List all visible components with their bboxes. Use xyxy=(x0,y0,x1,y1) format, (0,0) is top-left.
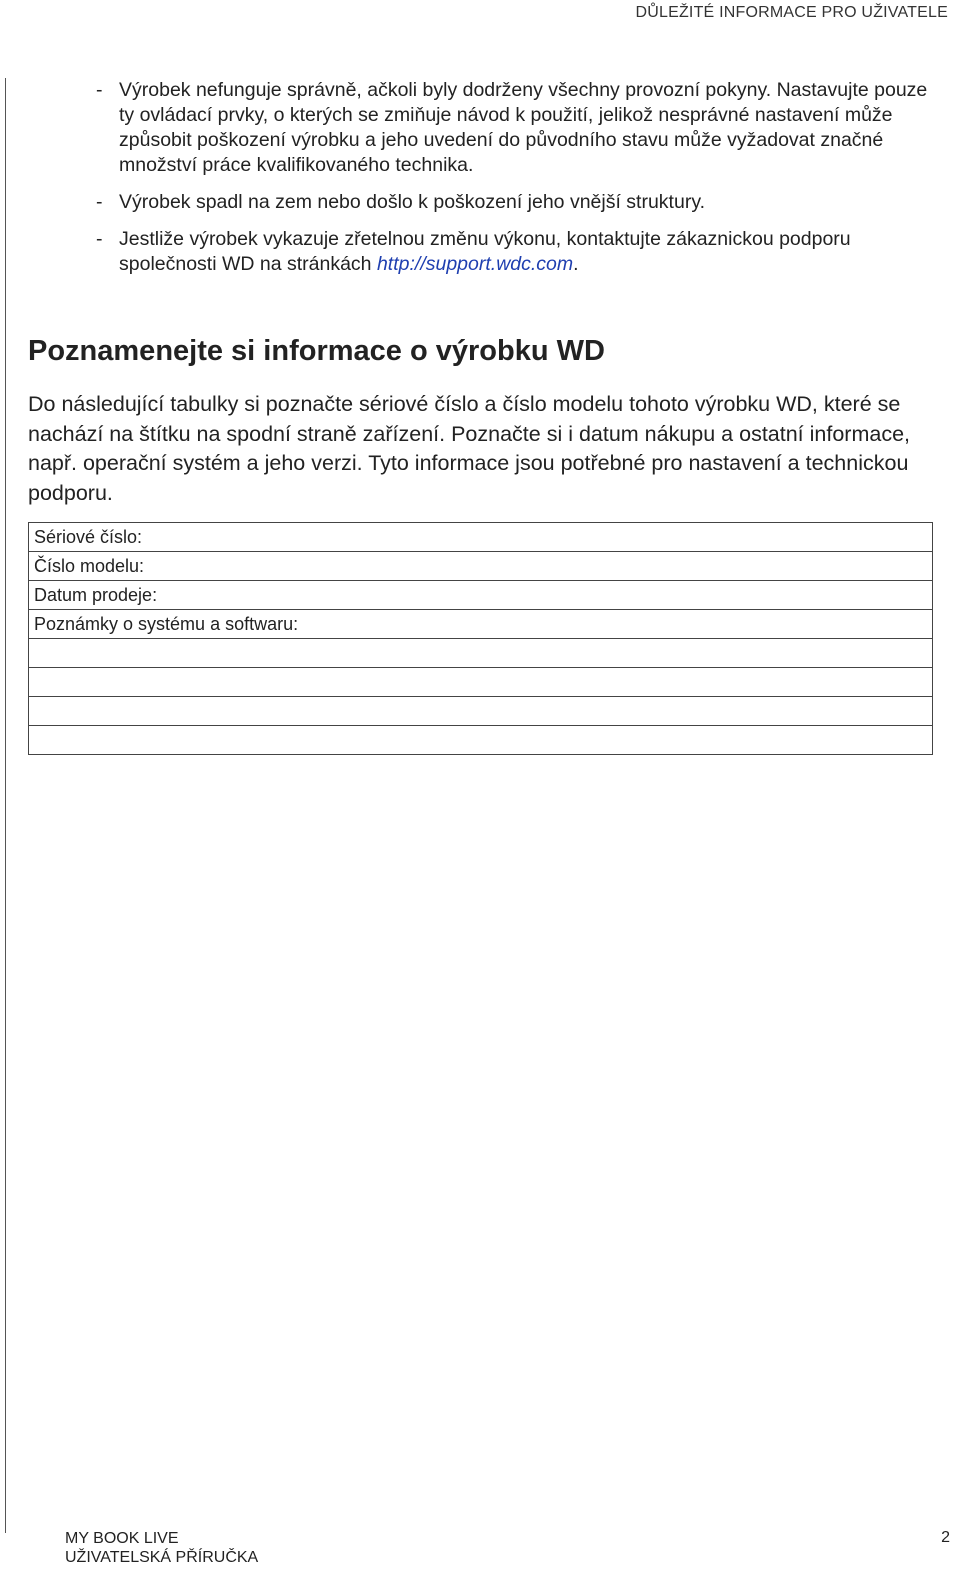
table-cell-model[interactable]: Číslo modelu: xyxy=(29,552,933,581)
left-margin-rule xyxy=(5,78,6,1533)
running-header: DŮLEŽITÉ INFORMACE PRO UŽIVATELE xyxy=(635,4,948,21)
table-row xyxy=(29,639,933,668)
table-row xyxy=(29,697,933,726)
conditions-list xyxy=(96,78,942,289)
table-cell-blank[interactable] xyxy=(29,639,933,668)
table-row xyxy=(29,523,933,552)
list-dash: - xyxy=(96,228,103,250)
list-item xyxy=(96,78,942,178)
table-cell-notes[interactable]: Poznámky o systému a softwaru: xyxy=(29,610,933,639)
table-cell-blank[interactable] xyxy=(29,726,933,755)
list-item-text: Výrobek nefunguje správně, ačkoli byly dodrženy všechny provozní pokyny. Nastavujte pouze ty ovládací prvky, o kterých se zmiňuje návod k použití, jelikož nesprávné nastavení může způsobit poškození výrobku a jeho uvedení do původního stavu může vyžadovat značné množství práce kvalifikovaného technika. xyxy=(119,79,928,176)
table-row xyxy=(29,726,933,755)
section-title: Poznamenejte si informace o výrobku WD xyxy=(28,335,605,367)
footer-manual: UŽIVATELSKÁ PŘÍRUČKA xyxy=(65,1549,259,1566)
table-row xyxy=(29,610,933,639)
product-info-table xyxy=(28,522,933,755)
table-cell-serial[interactable]: Sériové číslo: xyxy=(29,523,933,552)
list-dash: - xyxy=(96,191,103,213)
list-item-suffix: . xyxy=(573,253,579,275)
list-item-text: Výrobek spadl na zem nebo došlo k poškození jeho vnější struktury. xyxy=(119,191,706,213)
support-link[interactable]: http://support.wdc.com xyxy=(376,253,574,275)
table-cell-blank[interactable] xyxy=(29,668,933,697)
table-row xyxy=(29,668,933,697)
page-number: 2 xyxy=(941,1529,950,1546)
table-row xyxy=(29,552,933,581)
footer-product: MY BOOK LIVE xyxy=(65,1530,179,1547)
list-item-text: Jestliže výrobek vykazuje zřetelnou změnu výkonu, kontaktujte zákaznickou podporu společnosti WD na stránkách xyxy=(119,228,851,275)
section-intro: Do následující tabulky si poznačte sériové číslo a číslo modelu tohoto výrobku WD, které se nachází na štítku na spodní straně zařízení. Poznačte si i datum nákupu a ostatní informace, např. operační systém a jeho verzi. Tyto informace jsou potřebné pro nastavení a technickou podporu. xyxy=(28,392,911,505)
table-cell-purchase-date[interactable]: Datum prodeje: xyxy=(29,581,933,610)
list-item xyxy=(96,190,942,215)
table-row xyxy=(29,581,933,610)
list-dash: - xyxy=(96,79,103,101)
table-cell-blank[interactable] xyxy=(29,697,933,726)
footer-title xyxy=(65,1529,258,1567)
list-item xyxy=(96,227,942,277)
